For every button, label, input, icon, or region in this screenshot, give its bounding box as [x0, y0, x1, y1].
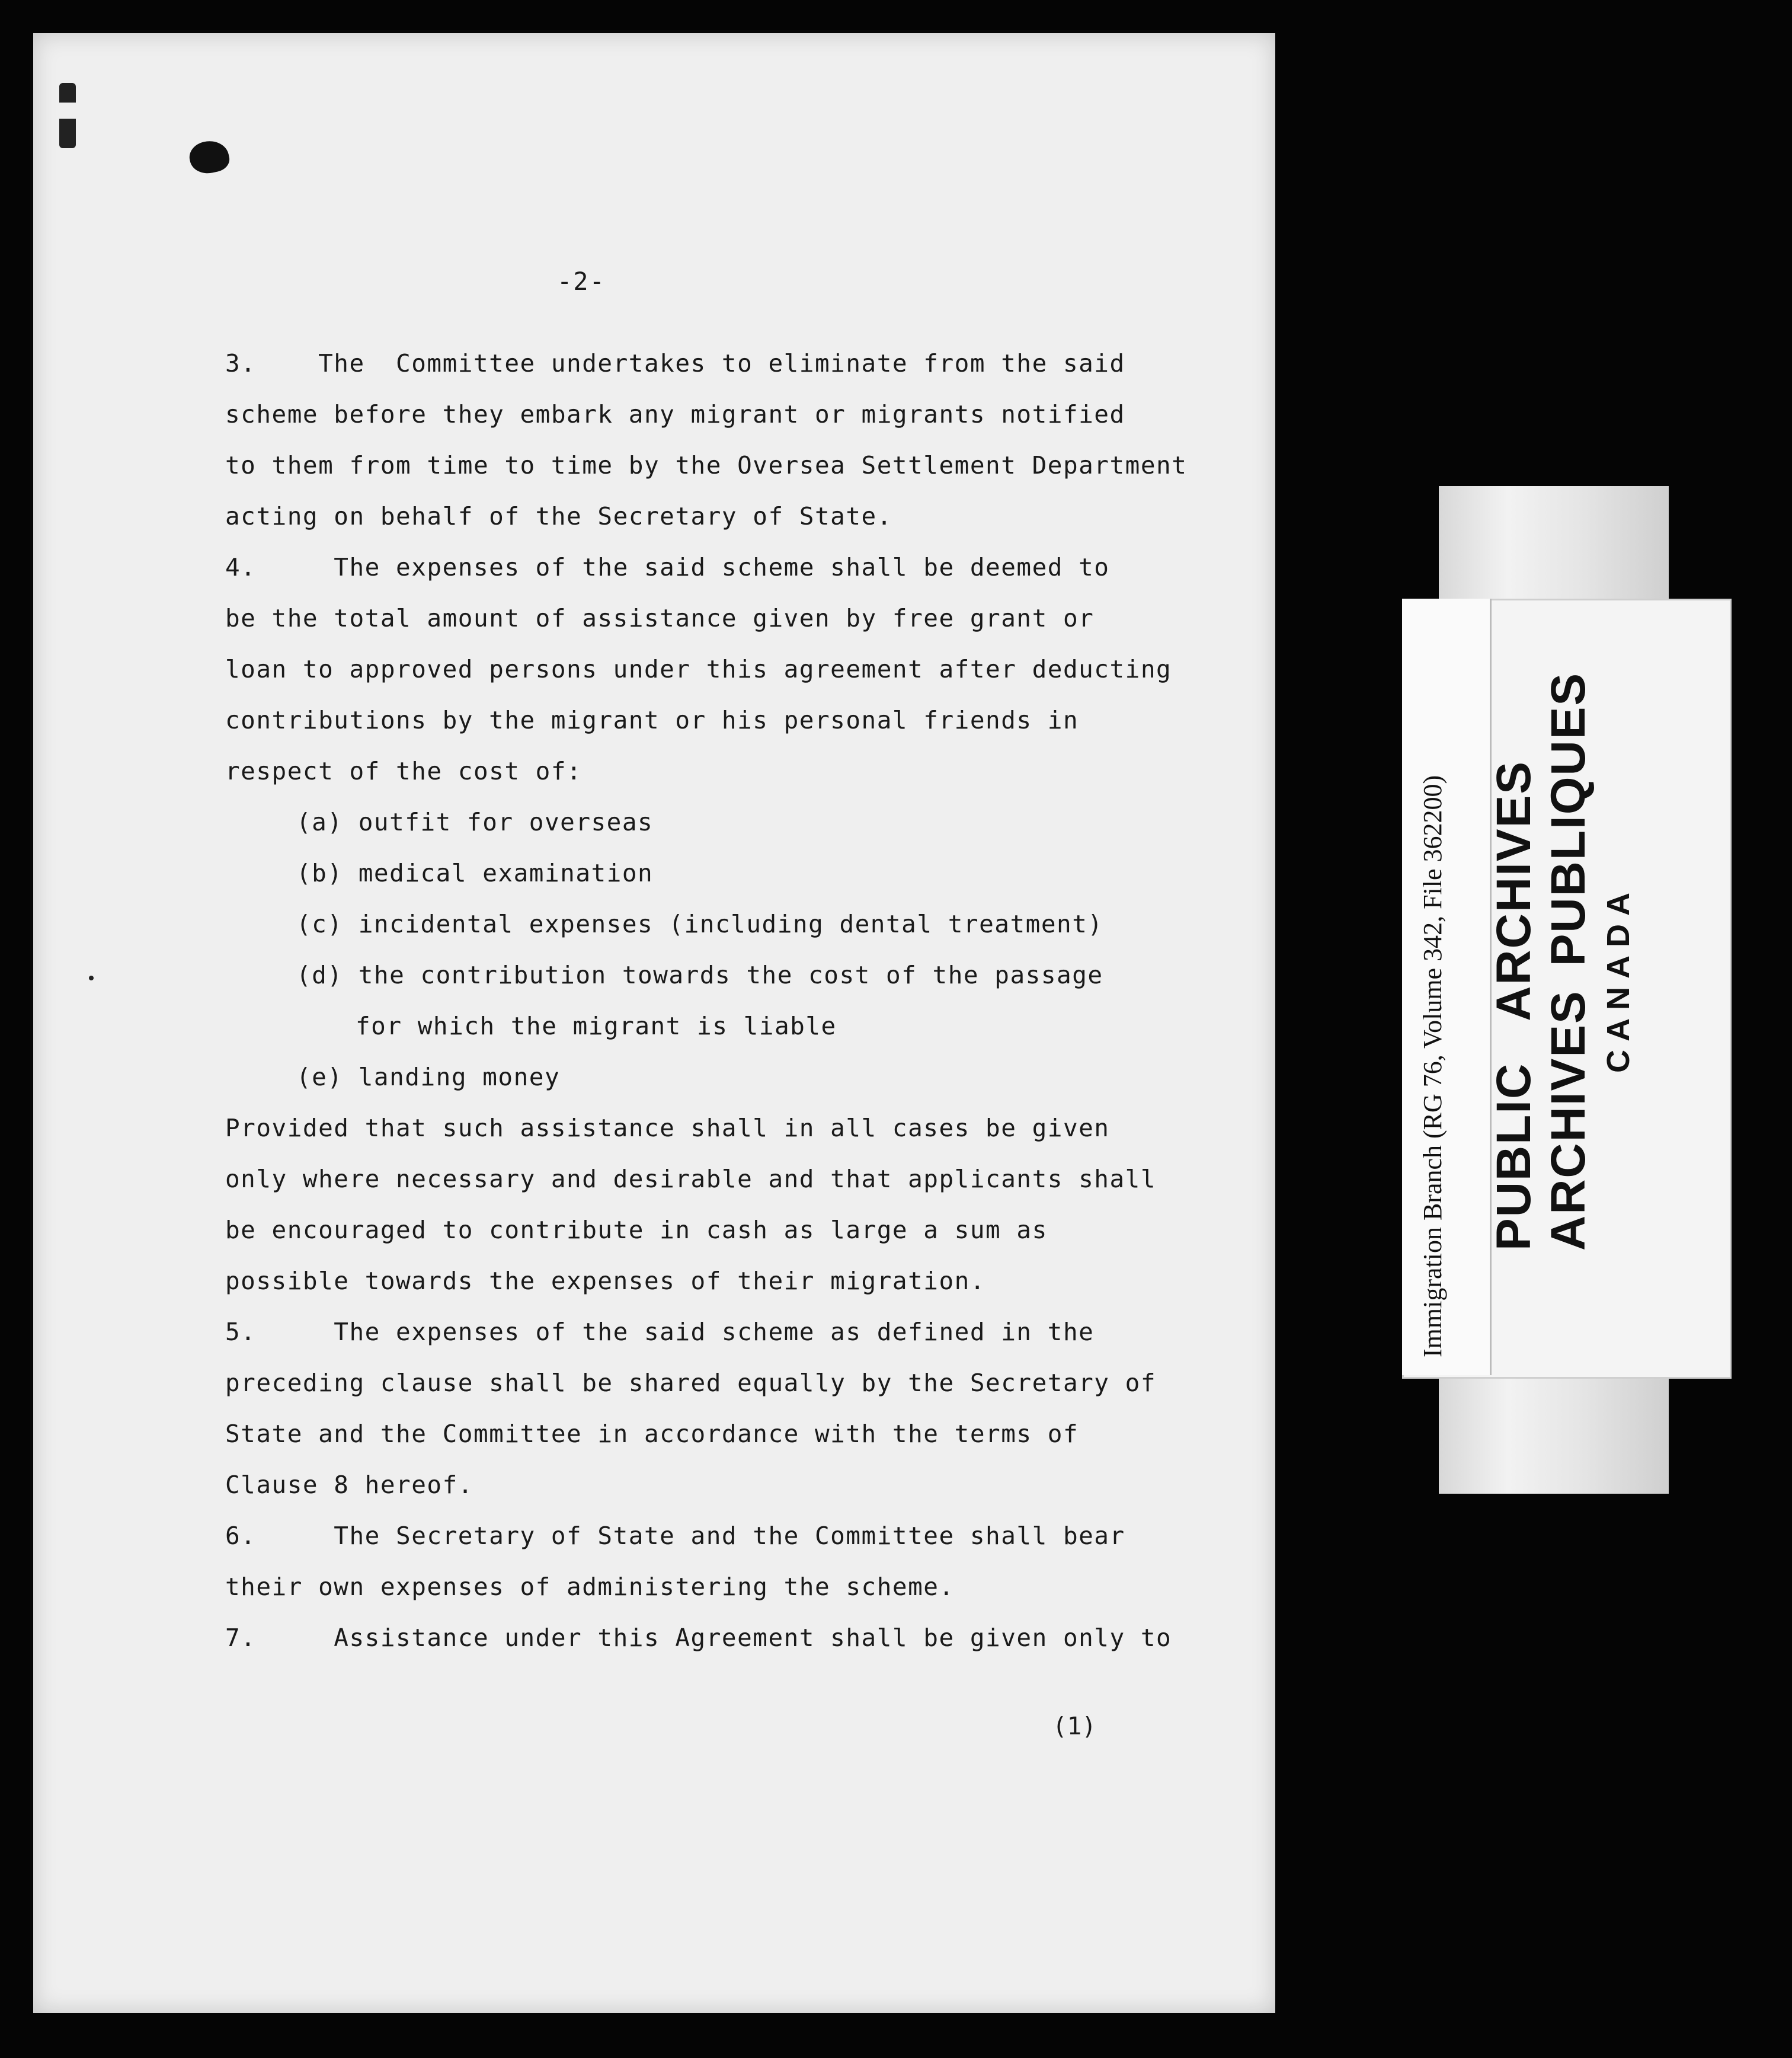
text-line: contributions by the migrant or his personal friends in [225, 706, 1079, 734]
text-line: (b) medical examination [296, 859, 654, 887]
text-line: (c) incidental expenses (including dental treatment) [296, 910, 1103, 938]
text-line: for which the migrant is liable [356, 1012, 837, 1040]
text-line: 4. The expenses of the said scheme shall be deemed to [225, 553, 1110, 581]
text-line: Clause 8 hereof. [225, 1471, 473, 1499]
text-line: scheme before they embark any migrant or migrants notified [225, 400, 1125, 429]
label-archives-en: ARCHIVES [1487, 760, 1541, 1021]
text-line: Provided that such assistance shall in all cases be given [225, 1114, 1110, 1142]
archive-reference: Immigration Branch (RG 76, Volume 342, File 362200) [1418, 775, 1447, 1357]
label-publiques: PUBLIQUES [1541, 672, 1595, 967]
text-line: 5. The expenses of the said scheme as defined in the [225, 1318, 1095, 1346]
text-line: (a) outfit for overseas [296, 808, 654, 836]
binding-mark [59, 83, 76, 148]
text-line: their own expenses of administering the scheme. [225, 1573, 955, 1601]
ink-dot [89, 976, 94, 980]
text-line: preceding clause shall be shared equally by the Secretary of [225, 1369, 1157, 1397]
text-line: only where necessary and desirable and that applicants shall [225, 1165, 1157, 1193]
footer-number: (1) [1052, 1712, 1097, 1740]
text-line: State and the Committee in accordance with the terms of [225, 1420, 1079, 1448]
text-line: (e) landing money [296, 1063, 561, 1091]
text-line: to them from time to time by the Oversea Settlement Department [225, 451, 1188, 480]
archive-label-line-2 [1541, 672, 1596, 1251]
page-number: -2- [557, 267, 606, 296]
archive-label-country: CANADA [1601, 884, 1636, 1073]
label-public: PUBLIC [1487, 1062, 1541, 1251]
text-line: loan to approved persons under this agreement after deducting [225, 655, 1172, 683]
text-line: possible towards the expenses of their migration. [225, 1267, 986, 1295]
text-line: 7. Assistance under this Agreement shall be given only to [225, 1624, 1172, 1652]
text-line: 6. The Secretary of State and the Committee shall bear [225, 1522, 1125, 1550]
document-body [225, 338, 1197, 1663]
text-line: be encouraged to contribute in cash as large a sum as [225, 1216, 1048, 1244]
text-line: respect of the cost of: [225, 757, 583, 785]
text-line: 3. The Committee undertakes to eliminate from the said [225, 349, 1125, 378]
archive-label-line-1 [1486, 760, 1542, 1251]
text-line: be the total amount of assistance given by free grant or [225, 604, 1095, 632]
text-line: (d) the contribution towards the cost of the passage [296, 961, 1103, 989]
text-line: acting on behalf of the Secretary of State. [225, 502, 892, 531]
label-archives-fr: ARCHIVES [1541, 990, 1595, 1251]
